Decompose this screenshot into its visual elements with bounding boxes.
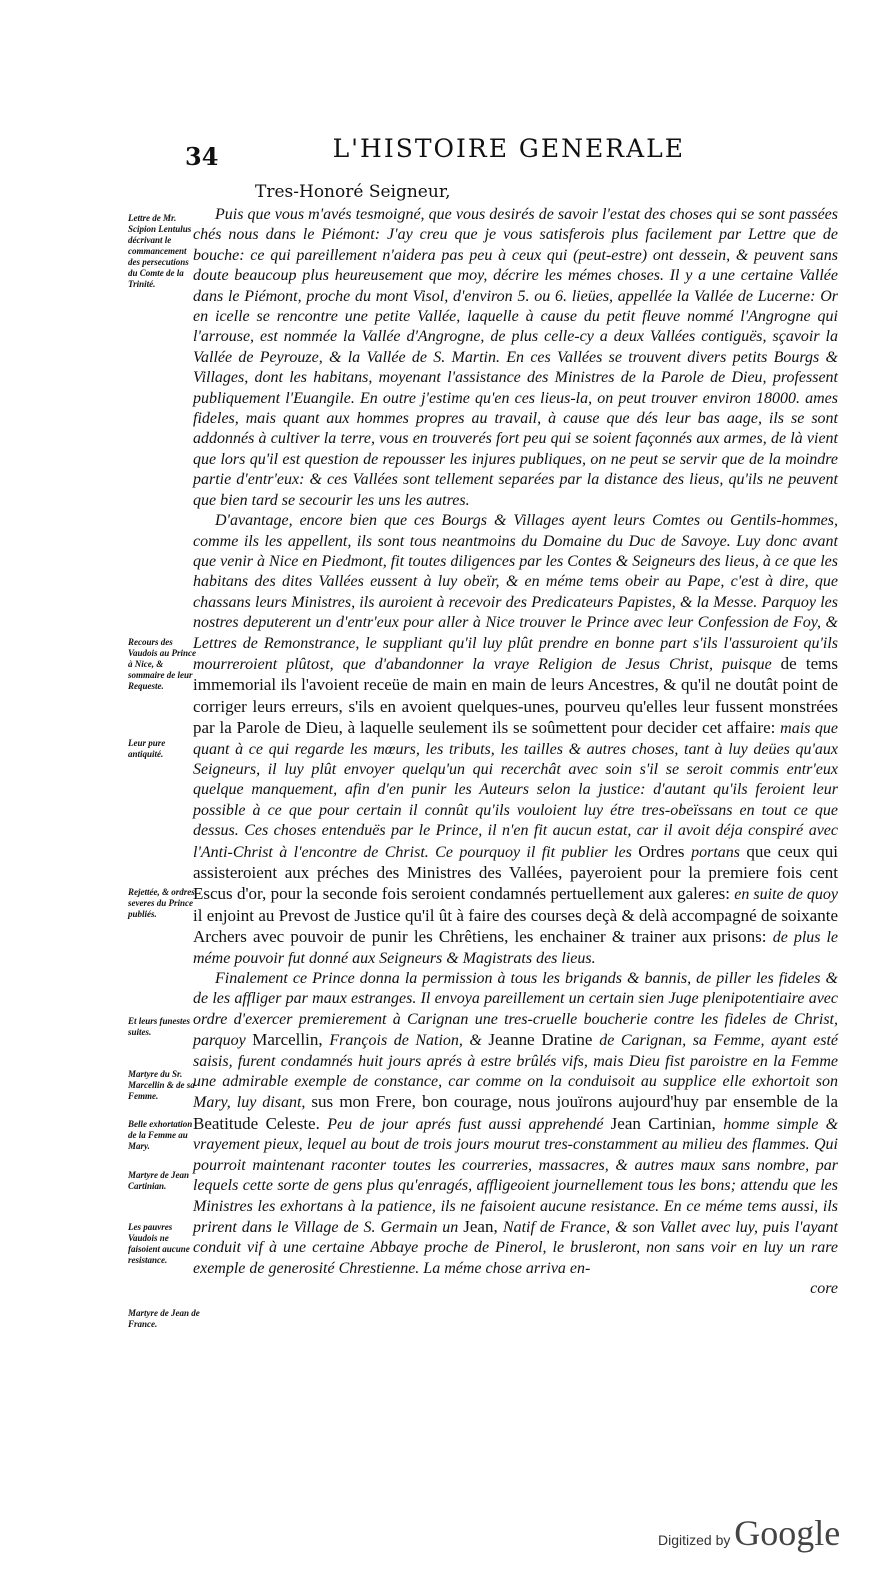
text-run: homme simple & vrayement pieux, lequel au bout de trois jours mourut tres-constamment au milieu des flammes. Qui pourroit maintenant raconter toutes les courreries, massacres, & autres maux sans nombre, par lequels cette sorte de gens plus qu'enragés, affligeoient journellement tous les bons; attendu que les Ministres les exhortans à la patience, ils ne faisoient aucune resistance. En ce méme tems aussi, ils prirent dans le Village de S. Germain un xyxy=(193,1115,839,1236)
margin-note: Et leurs funestes suites. xyxy=(128,1016,191,1037)
margin-note: Rejettée, & ordres severes du Prince publiés. xyxy=(128,887,195,919)
paragraph xyxy=(193,969,838,1279)
margin-note: Martyre de Jean Cartinian. xyxy=(128,1170,189,1191)
margin-note: Recours des Vaudois au Prince à Nice, & sommaire de leur Requeste. xyxy=(128,637,197,691)
running-title: L'HISTOIRE GENERALE xyxy=(332,134,685,163)
text-run: Natif de France, & son Vallet avec luy, puis l'ayant conduit vif à une certaine Abbaye proche de Pinerol, le brusleront, non sans voir en luy un rare exemple de generosité Chrestienne. La méme chose arriva en- xyxy=(193,1218,838,1277)
text-run: Marcellin, xyxy=(252,1030,330,1050)
text-run: en suite de quoy xyxy=(734,886,838,904)
text-run: D'avantage, encore bien que ces Bourgs & Villages ayent leurs Comtes ou Gentils-hommes, comme ils les appellent, ils sont tous neantmoins du Domaine du Duc de Savoye. Luy donc avant que venir à Nice en Piedmont, fit toutes diligences par les Contes & Seigneurs des lieus, à ce que les habitans des dites Vallées eussent à luy obeïr, & en méme tems obeir au Pape, c'est à dire, que chassans leurs Ministres, ils auroient à recevoir des Predicateurs Papistes, & la Messe. Parquoy les nostres deputerent un d'entr'eux pour aller à Nice trouver le Prince avec leur Confession de Foy, & Lettres de Remonstrance, le suppliant qu'il luy plût prendre en bonne part s'ils l'assuroient qu'ils mourreroient plûtost, que d'abandonner la vraye Religion de Jesus Christ, puisque xyxy=(193,512,838,673)
text-run: Finalement ce Prince donna la permission à tous les brigands & bannis, de piller les fideles & de les affliger par maux estranges. Il envoya pareillement un certain sien Juge plenipotentiaire avec ordre d'exercer premierement à Carignan une tres-cruelle boucherie contre les fideles de Christ, parquoy xyxy=(193,970,838,1050)
text-run: portans xyxy=(691,843,747,861)
body-text xyxy=(193,205,838,1300)
text-run: Jean Cartinian, xyxy=(610,1113,724,1133)
page-header xyxy=(185,130,685,170)
digitized-by-label: Digitized by xyxy=(658,1532,731,1548)
digitized-by-footer xyxy=(658,1512,840,1554)
margin-note: Martyre du Sr. Marcellin & de sa Femme. xyxy=(128,1069,195,1101)
text-run: Jean, xyxy=(463,1216,503,1236)
margin-note: Lettre de Mr. Scipion Lentulus décrivant le commancement des persecutions du Comte de la Trinité. xyxy=(128,213,192,289)
text-run: de Carignan, sa Femme, ayant esté saisis, furent condamnés huit jours aprés à estre brûlés vifs, mais Dieu fist paroistre en la Femme une admirable exemple de constance, car comme on la conduisoit au supplice elle exhortoit son Mary, luy disant, xyxy=(193,1032,839,1112)
text-run: mais que quant à ce qui regarde les mœurs, les tributs, les tailles & autres choses, tant à luy deües qu'aux Seigneurs, il luy plût envoyer quelqu'un qui recerchât avec soin s'il se seroit commis entr'eux quelque manquement, afin d'en punir les Auteurs selon la justice: d'autant qu'ils feroient leur possible à ce que pour certain il connût qu'ils vouloient luy étre tres-obeïssans en tout ce que dessus. Ces choses entenduës par le Prince, il n'en fit aucun estat, car il avoit déja conspiré avec l'Anti-Christ à l'encontre de Christ. Ce pourquoy il fit publier les xyxy=(193,720,838,861)
text-run: François de Nation, & xyxy=(329,1032,489,1050)
margin-note: Leur pure antiquité. xyxy=(128,738,166,759)
page-number: 34 xyxy=(185,142,219,171)
text-run: Jeanne Dratine xyxy=(488,1030,600,1050)
margin-note: Les pauvres Vaudois ne faisoient aucune resistance. xyxy=(128,1222,190,1265)
text-run: de plus le méme pouvoir fut donné aux Seigneurs & Magistrats des lieus. xyxy=(193,929,838,967)
google-logo: Google xyxy=(734,1513,841,1553)
paragraph xyxy=(193,205,838,511)
margin-note: Martyre de Jean de France. xyxy=(128,1308,200,1329)
text-run: sus mon Frere, bon courage, nous jouïrons aujourd'huy par ensemble de la Beatitude Celeste. xyxy=(193,1092,839,1133)
text-run: Ordres xyxy=(638,841,692,861)
text-run: il enjoint au Prevost de Justice qu'il ût à faire des courses deçà & delà accompagné de soixante Archers avec pouvoir de punir les Chrêtiens, les enchainer & trainer aux prisons: xyxy=(193,905,838,947)
salutation: Tres-Honoré Seigneur, xyxy=(255,182,451,202)
text-run: Peu de jour aprés fust aussi apprehendé xyxy=(327,1115,611,1133)
text-run: que ceux qui assisteroient aux préches des Ministres des Vallées, payeroient pour la premiere fois cent Escus d'or, pour la seconde fois seroient condamnés pertuellement aux galeres: xyxy=(193,841,839,904)
text-run: de tems immemorial ils l'avoient receüe de main en main de leurs Ancestres, & qu'il ne doutât point de corriger leurs erreurs, s'ils en avoient quelques-unes, pourveu qu'elles leur fussent monstrées par la Parole de Dieu, à laquelle seulement ils se soûmettent pour decider cet affaire: xyxy=(193,653,839,738)
paragraph xyxy=(193,511,838,969)
text-run: Puis que vous m'avés tesmoigné, que vous desirés de savoir l'estat des choses qui se sont passées chés nous dans le Piémont: J'ay creu que je vous satisferois plus facilement par Lettre que de bouche: ce qui pareillement n'aidera pas peu à ceux qui (peut-estre) ont dessein, & peuvent sans doute beaucoup plus heureusement que moy, décrire les mémes choses. Il y a une certaine Vallée dans le Piémont, proche du mont Visol, d'environ 5. ou 6. lieües, appellée la Vallée de Lucerne: Or en icelle se rencontre une petite Vallée, laquelle à cause du petit fleuve nommé l'Angrogne qui l'arrouse, est nommée la Vallée d'Angrogne, de plus celle-cy a deux Vallées contiguës, sçavoir la Vallée de Peyrouze, & la Vallée de S. Martin. En ces Vallées se trouvent divers petits Bourgs & Villages, dont les habitans, moyenant l'assistance des Ministres de la Parole de Dieu, professent publiquement l'Euangile. En outre j'estime qu'en ces lieus-la, on peut trouver environ 18000. ames fideles, mais quant aux hommes propres au travail, à cause que dés leur bas aage, ils se sont addonnés à cultiver la terre, vous en trouverés fort peu qui se soient façonnés aux armes, de là vient que lors qu'il est question de repousser les injures publiques, on ne peut se servir que de la moindre partie d'entr'eux: & ces Vallées sont tellement separées par la distance des lieus, qu'ils ne peuvent que bien tard se secourir les uns les autres. xyxy=(193,206,838,509)
margin-note: Belle exhortation de la Femme au Mary. xyxy=(128,1119,193,1151)
catchword: core xyxy=(810,1280,838,1298)
